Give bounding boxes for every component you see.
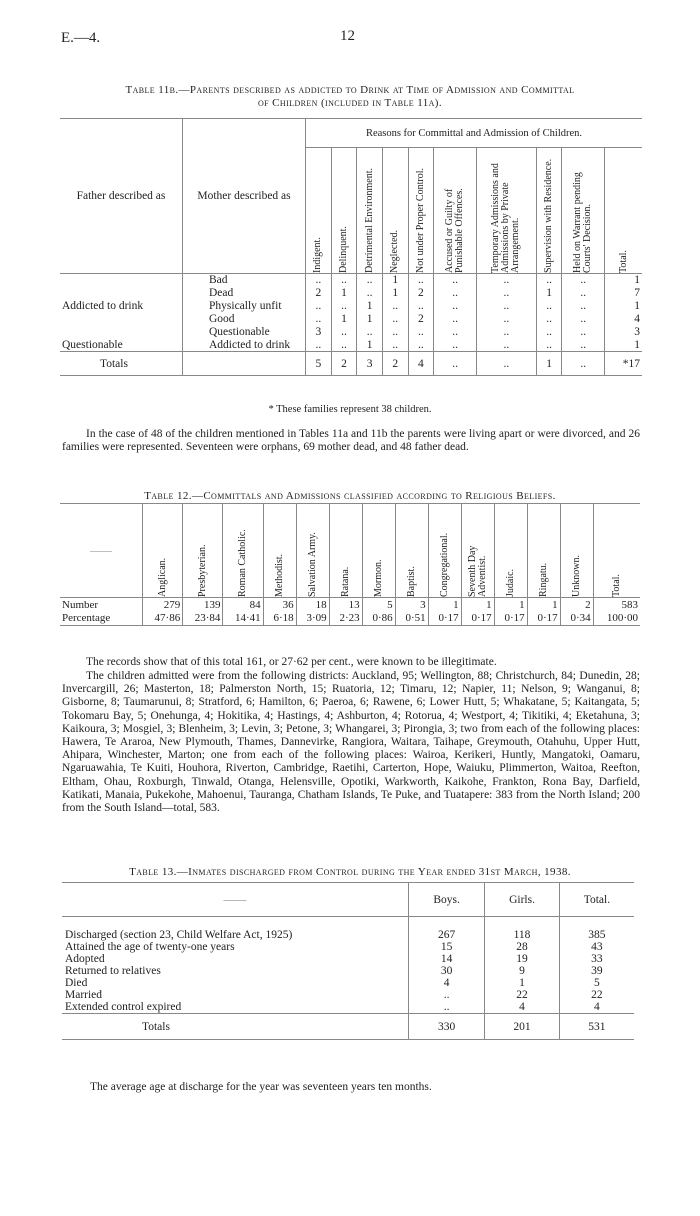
value-cell: 4 (559, 1001, 634, 1014)
group-heading: Reasons for Committal and Admission of Children. (306, 119, 643, 148)
total-cell: 5 (306, 352, 332, 376)
totals-spacer (183, 352, 306, 376)
column-header-label: Supervision with Residence. (543, 158, 555, 273)
column-header (593, 504, 640, 598)
totals-label: Totals (100, 357, 128, 370)
table-row (60, 300, 642, 313)
value-cell: 22 (485, 989, 560, 1001)
value-cell: .. (562, 300, 605, 313)
value-cell: 14 (409, 953, 485, 965)
father-heading: Father described as (76, 190, 166, 202)
column-header-label: Judaic. (504, 568, 516, 597)
column-header (476, 148, 536, 274)
table-row (60, 326, 642, 339)
table-row (60, 313, 642, 326)
value-cell: 0·17 (527, 612, 560, 626)
total-cell: .. (562, 352, 605, 376)
value-cell: 0·17 (428, 612, 461, 626)
table-row (60, 612, 640, 626)
value-cell: 6·18 (263, 612, 296, 626)
value-cell: 279 (143, 598, 183, 612)
value-cell: 43 (559, 941, 634, 953)
table-row (62, 1001, 634, 1014)
value-cell: 1 (357, 339, 383, 352)
table-11b-title: Table 11b.—Parents described as addicted to Drink at Time of Admission and Committal of Children (included in Table 11a). (125, 84, 575, 109)
value-cell: 15 (409, 941, 485, 953)
value-cell: 0·34 (560, 612, 593, 626)
spacer (409, 917, 485, 930)
value-cell: 36 (263, 598, 296, 612)
totals-row (60, 352, 642, 376)
value-cell: .. (306, 274, 332, 287)
mother-cell: Bad (183, 274, 306, 287)
value-cell: 1 (331, 287, 357, 300)
mother-cell: Physically unfit (183, 300, 306, 313)
value-cell: 0·17 (461, 612, 494, 626)
value-cell: 1 (494, 598, 527, 612)
father-cell: Questionable (62, 338, 123, 351)
value-cell: 1 (382, 274, 408, 287)
value-cell: .. (434, 339, 477, 352)
value-cell: .. (382, 313, 408, 326)
value-cell: 9 (485, 965, 560, 977)
total-cell: 2 (331, 352, 357, 376)
column-header-label: Temporary Admissions and Admissions by Private Arrangement. (490, 163, 522, 273)
value-cell: 1 (382, 287, 408, 300)
table-13: —— Boys. Girls. Total. Discharged (section 23, Child Welfare Act, 1925) 267 118 385 Attained the age of twenty-one years 15 28 43 Adopted 14 19 33 Returned to relatives 30 9 39 Died 4 1 5 Married .. 22 22 Extended control expired .. 4 4 Totals 330 201 531 (62, 882, 634, 1040)
value-cell: 0·51 (395, 612, 428, 626)
value-cell: 4 (485, 1001, 560, 1014)
row-label: Percentage (62, 612, 111, 625)
value-cell: .. (331, 300, 357, 313)
value-cell: .. (476, 326, 536, 339)
value-cell: .. (306, 313, 332, 326)
table-12-title: Table 12.—Committals and Admissions classified according to Religious Beliefs. (144, 490, 556, 502)
table-row (60, 287, 642, 300)
value-cell: 3 (395, 598, 428, 612)
value-cell: .. (357, 287, 383, 300)
total-cell: .. (476, 352, 536, 376)
total-cell: 4 (408, 352, 434, 376)
paragraph-family-status: In the case of 48 of the children mentioned in Tables 11a and 11b the parents were living apart or were divorced, and 26 families were represented. Seventeen were orphans, 69 mother dead, and 48 father dead. (62, 428, 640, 454)
father-cell (60, 274, 183, 287)
value-cell: .. (476, 339, 536, 352)
value-cell: .. (331, 274, 357, 287)
value-cell: .. (476, 274, 536, 287)
value-cell: 2 (306, 287, 332, 300)
page-number: 12 (340, 28, 355, 44)
column-header (434, 148, 477, 274)
value-cell: .. (476, 300, 536, 313)
paragraph-districts: The children admitted were from the following districts: Auckland, 95; Wellington, 88; Christchurch, 84; Dunedin, 28; Invercargill, 26; Masterton, 18; Palmerston North, 15; Ruatoria, 12; Timaru, 12; Napier, 11; Nelson, 9; Wanganui, 8; Gisborne, 8; Taumarunui, 8; Stratford, 6; Hamilton, 6; Paeroa, 6; Rawene, 6; Lower Hutt, 5; Whakatane, 5; Kaitangata, 5; Tokomaru Bay, 5; Onehunga, 4; Hokitika, 4; Hastings, 4; Ashburton, 4; Rotorua, 4; Westport, 4; Tikitiki, 4; Eketahuna, 3; Kaikoura, 3; Mosgiel, 3; Blenheim, 3; Levin, 3; Petone, 3; Whangarei, 3; Pirongia, 3; two from each of the following places: Hawera, Te Araroa, New Plymouth, Thames, Dannevirke, Rangiora, Waitara, Taihape, Greymouth, Otahuhu, Upper Hutt, Ahipara, Winchester, Marton; one from each of the following places: Wairoa, Kerikeri, Huntly, Mangatoki, Oamaru, Ngaruawahia, Te Kuiti, Houhora, Riverton, Cambridge, Raetihi, Carterton, Hope, Waiuku, Plimmerton, Waitoa, Reefton, Eltham, Ohau, Roxburgh, Tinwald, Otanga, Helensville, Opotiki, Warkworth, Kaikohe, Frankton, Rona Bay, Darfield, Katikati, Manaia, Pukekohe, Mahoenui, Tauranga, Chatham Islands, Te Puke, and Tuatapere: 383 from the North Island; 200 from the South Island—total, 583. (62, 670, 640, 815)
spacer (62, 917, 409, 930)
column-header: Boys. (409, 883, 485, 917)
total-cell: 1 (536, 352, 562, 376)
value-cell: .. (562, 313, 605, 326)
column-header (527, 504, 560, 598)
row-label: Number (62, 598, 99, 611)
mother-cell: Questionable (183, 326, 306, 339)
column-header-label: Delinquent. (337, 226, 349, 273)
column-header (296, 504, 329, 598)
value-cell: 5 (362, 598, 395, 612)
column-header (382, 148, 408, 274)
value-cell: .. (536, 300, 562, 313)
value-cell: 19 (485, 953, 560, 965)
father-cell (60, 326, 183, 339)
column-header-label: Anglican. (156, 557, 168, 597)
value-cell: .. (434, 300, 477, 313)
total-cell: *17 (605, 352, 642, 376)
value-cell: 33 (559, 953, 634, 965)
value-cell: .. (306, 300, 332, 313)
value-cell: 139 (183, 598, 223, 612)
table-row (62, 941, 634, 953)
row-label: Returned to relatives (65, 965, 161, 977)
value-cell: 1 (357, 300, 383, 313)
column-header-label: Seventh Day Adventist. (466, 545, 488, 597)
mother-cell: Addicted to drink (183, 339, 306, 352)
value-cell: .. (331, 339, 357, 352)
table-row (62, 989, 634, 1001)
table-row (62, 977, 634, 989)
value-cell: 1 (485, 977, 560, 989)
column-header-label: Mormon. (372, 559, 384, 597)
value-cell: .. (408, 326, 434, 339)
column-header: Girls. (485, 883, 560, 917)
mother-heading: Mother described as (183, 119, 306, 274)
value-cell: 1 (605, 274, 642, 287)
value-cell: .. (536, 313, 562, 326)
value-cell: .. (434, 313, 477, 326)
table-11b-footnote: * These families represent 38 children. (268, 404, 432, 415)
totals-row (62, 1014, 634, 1040)
value-cell: .. (434, 326, 477, 339)
column-header-label: Indigent. (312, 237, 324, 273)
value-cell: 39 (559, 965, 634, 977)
value-cell: 0·86 (362, 612, 395, 626)
value-cell: 4 (605, 313, 642, 326)
column-header (183, 504, 223, 598)
column-header (306, 148, 332, 274)
column-header (395, 504, 428, 598)
column-header-label: Total. (610, 574, 622, 597)
father-cell (60, 287, 183, 300)
value-cell: .. (306, 339, 332, 352)
row-label: Adopted (65, 953, 105, 965)
footer-text: The average age at discharge for the year was seventeen years ten months. (90, 1081, 432, 1093)
value-cell: 1 (605, 300, 642, 313)
value-cell: 118 (485, 929, 560, 941)
spacer (485, 917, 560, 930)
column-header-label: Detrimental Environment. (363, 168, 375, 273)
value-cell: .. (434, 274, 477, 287)
column-header (263, 504, 296, 598)
total-cell: 2 (382, 352, 408, 376)
column-header-label: Unknown. (570, 555, 582, 597)
row-label: Discharged (section 23, Child Welfare Act, 1925) (65, 929, 293, 941)
total-cell: 201 (485, 1014, 560, 1040)
column-header (428, 504, 461, 598)
table-13-title: Table 13.—Inmates discharged from Control during the Year ended 31st March, 1938. (129, 866, 571, 878)
value-cell: .. (434, 287, 477, 300)
value-cell: .. (408, 339, 434, 352)
column-header (329, 504, 362, 598)
value-cell: 2·23 (329, 612, 362, 626)
value-cell: 14·41 (223, 612, 263, 626)
column-header-label: Held on Warrant pending Courts' Decision. (572, 172, 594, 273)
table-12: —— Anglican. Presbyterian. Roman Catholic. Methodist. Salvation Army. Ratana. Mormon. Baptist. Congregational. Seventh Day Adventist. Judaic. Ringatu. Unknown. Total. Number 279 139 84 36 18 13 5 3 1 1 1 1 2 583 Percentage 47·86 23·84 14·41 6·18 3·09 2·23 0·86 0·51 0·17 0·17 0·17 0·17 0·34 100·00 (60, 503, 640, 626)
value-cell: 5 (559, 977, 634, 989)
column-header: Total. (559, 883, 634, 917)
value-cell: 3 (605, 326, 642, 339)
value-cell: 2 (408, 287, 434, 300)
value-cell: .. (331, 326, 357, 339)
value-cell: 1 (605, 339, 642, 352)
value-cell: 23·84 (183, 612, 223, 626)
value-cell: .. (357, 274, 383, 287)
value-cell: 30 (409, 965, 485, 977)
total-cell: 531 (559, 1014, 634, 1040)
value-cell: 47·86 (143, 612, 183, 626)
column-header-label: Salvation Army. (306, 532, 318, 597)
father-cell (60, 313, 183, 326)
value-cell: 1 (357, 313, 383, 326)
value-cell: 2 (560, 598, 593, 612)
value-cell: .. (562, 274, 605, 287)
value-cell: 13 (329, 598, 362, 612)
row-label: Attained the age of twenty-one years (65, 941, 235, 953)
spacer (559, 917, 634, 930)
column-header (357, 148, 383, 274)
value-cell: 22 (559, 989, 634, 1001)
table-row (60, 274, 642, 287)
total-cell: 3 (357, 352, 383, 376)
value-cell: 583 (593, 598, 640, 612)
value-cell: 7 (605, 287, 642, 300)
column-header (560, 504, 593, 598)
table-row (62, 929, 634, 941)
value-cell: .. (382, 326, 408, 339)
value-cell: .. (382, 300, 408, 313)
table-11b (60, 118, 642, 376)
value-cell: .. (409, 989, 485, 1001)
value-cell: 0·17 (494, 612, 527, 626)
value-cell: 84 (223, 598, 263, 612)
value-cell: .. (476, 287, 536, 300)
value-cell: .. (409, 1001, 485, 1014)
value-cell: .. (357, 326, 383, 339)
paragraph-illegitimate: The records show that of this total 161, or 27·62 per cent., were known to be illegitimate. (86, 656, 497, 668)
table-row (62, 965, 634, 977)
column-header (362, 504, 395, 598)
value-cell: 2 (408, 313, 434, 326)
value-cell: .. (536, 274, 562, 287)
column-header-label: Not under Proper Control. (414, 168, 426, 273)
column-header (331, 148, 357, 274)
column-header (605, 148, 642, 274)
column-header (494, 504, 527, 598)
value-cell: 3 (306, 326, 332, 339)
column-header (536, 148, 562, 274)
total-cell: .. (434, 352, 477, 376)
mother-cell: Dead (183, 287, 306, 300)
value-cell: .. (408, 300, 434, 313)
row-label: Died (65, 977, 88, 989)
value-cell: .. (536, 326, 562, 339)
value-cell: 1 (428, 598, 461, 612)
value-cell: 3·09 (296, 612, 329, 626)
column-header-label: Presbyterian. (196, 544, 208, 597)
value-cell: .. (536, 339, 562, 352)
column-header (461, 504, 494, 598)
column-header-label: Neglected. (389, 229, 401, 273)
table-row (60, 339, 642, 352)
value-cell: .. (408, 274, 434, 287)
column-header-label: Total. (617, 250, 629, 273)
column-header-label: Baptist. (405, 566, 417, 597)
column-header (562, 148, 605, 274)
column-header-label: Methodist. (273, 553, 285, 597)
value-cell: .. (562, 326, 605, 339)
value-cell: 1 (536, 287, 562, 300)
column-header (223, 504, 263, 598)
value-cell: 1 (331, 313, 357, 326)
totals-label: Totals (142, 1020, 170, 1033)
row-label: Married (65, 989, 103, 1001)
spacer-row (62, 917, 634, 930)
column-header-label: Congregational. (438, 532, 450, 597)
value-cell: 1 (527, 598, 560, 612)
column-header-label: Ringatu. (537, 562, 549, 597)
column-header (408, 148, 434, 274)
column-header-label: Ratana. (339, 566, 351, 597)
total-cell: 330 (409, 1014, 485, 1040)
value-cell: 28 (485, 941, 560, 953)
value-cell: 1 (461, 598, 494, 612)
document-code: E.—4. (61, 30, 101, 46)
value-cell: .. (562, 287, 605, 300)
row-label: Extended control expired (65, 1001, 182, 1013)
column-header (143, 504, 183, 598)
column-header-label: Roman Catholic. (237, 529, 249, 597)
table-row (62, 953, 634, 965)
value-cell: 100·00 (593, 612, 640, 626)
value-cell: 4 (409, 977, 485, 989)
value-cell: 267 (409, 929, 485, 941)
mother-cell: Good (183, 313, 306, 326)
value-cell: .. (562, 339, 605, 352)
value-cell: .. (476, 313, 536, 326)
table-row (60, 598, 640, 612)
father-cell: Addicted to drink (62, 300, 144, 312)
value-cell: 385 (559, 929, 634, 941)
column-header-label: Accused or Guilty of Punishable Offences. (444, 188, 466, 273)
value-cell: 18 (296, 598, 329, 612)
value-cell: .. (382, 339, 408, 352)
